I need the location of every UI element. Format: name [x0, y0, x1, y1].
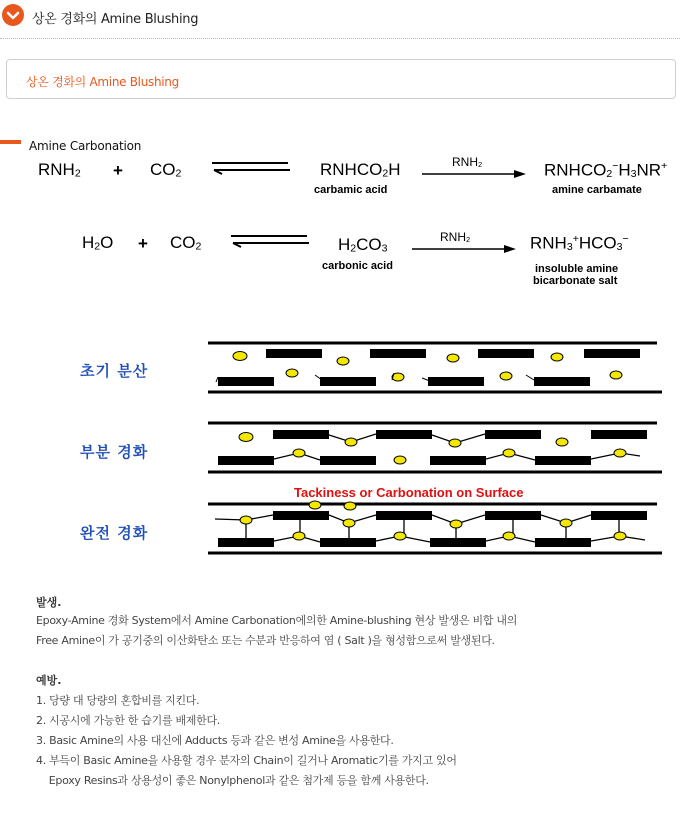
occurrence-heading: 발생. — [36, 596, 62, 609]
prevention-item: 4. 부득이 Basic Amine을 사용할 경우 분자의 Chain이 길거나 Aromatic기를 가지고 있어 — [36, 754, 457, 767]
panel-partial-cure — [208, 423, 662, 472]
prevention-heading: 예방. — [36, 674, 62, 687]
prevention-item: 2. 시공시에 가능한 한 습기를 배제한다. — [36, 714, 220, 727]
r2-plus: + — [138, 234, 148, 253]
r1-final-label: amine carbamate — [552, 184, 642, 196]
r1-plus: + — [113, 161, 123, 180]
subtitle: 상온 경화의 Amine Blushing — [26, 75, 179, 89]
r2-final: RNH3+HCO3− — [530, 233, 629, 253]
r2-product-label: carbonic acid — [322, 260, 393, 272]
r1-reactant1: RNH2 — [38, 160, 81, 180]
occurrence-line-1: Epoxy-Amine 경화 System에서 Amine Carbonation에의한 Amine-blushing 현상 발생은 비합 내의 — [36, 614, 518, 627]
stage-label-full: 완전 경화 — [80, 524, 149, 542]
r2-final-label-1: insoluble amine — [535, 263, 619, 275]
r1-reagent: RNH2 — [452, 155, 483, 170]
surface-note: Tackiness or Carbonation on Surface — [294, 485, 524, 500]
r1-final: RNHCO2−H3NR+ — [544, 160, 668, 180]
r1-product: RNHCO2H — [320, 160, 401, 180]
occurrence-line-2: Free Amine이 가 공기중의 이산화탄소 또는 수분과 반응하여 염 ( Salt )을 형성함으로써 발생된다. — [36, 634, 495, 647]
prevention-item: 1. 당량 대 당량의 혼합비를 지킨다. — [36, 694, 200, 707]
panel-full-cure — [208, 501, 662, 553]
panel-initial-dispersion — [208, 343, 662, 392]
section-title: Amine Carbonation — [29, 139, 142, 153]
r1-product-label: carbamic acid — [314, 184, 388, 196]
page-title: 상온 경화의 Amine Blushing — [32, 12, 199, 27]
r1-reactant2: CO2 — [150, 160, 182, 180]
prevention-item: 3. Basic Amine의 사용 대신에 Adducts 등과 같은 변성 Amine을 사용한다. — [36, 734, 394, 747]
stage-label-partial: 부분 경화 — [80, 443, 149, 461]
r2-product: H2CO3 — [338, 235, 388, 255]
r2-final-label-2: bicarbonate salt — [533, 275, 618, 287]
stage-label-initial: 초기 분산 — [80, 362, 149, 380]
prevention-item: Epoxy Resins과 상용성이 좋은 Nonylphenol과 같은 첨가제 등을 함께 사용한다. — [36, 774, 429, 787]
r2-reactant2: CO2 — [170, 233, 202, 253]
r2-reactant1: H2O — [82, 233, 114, 253]
r2-reagent: RNH2 — [440, 230, 471, 245]
